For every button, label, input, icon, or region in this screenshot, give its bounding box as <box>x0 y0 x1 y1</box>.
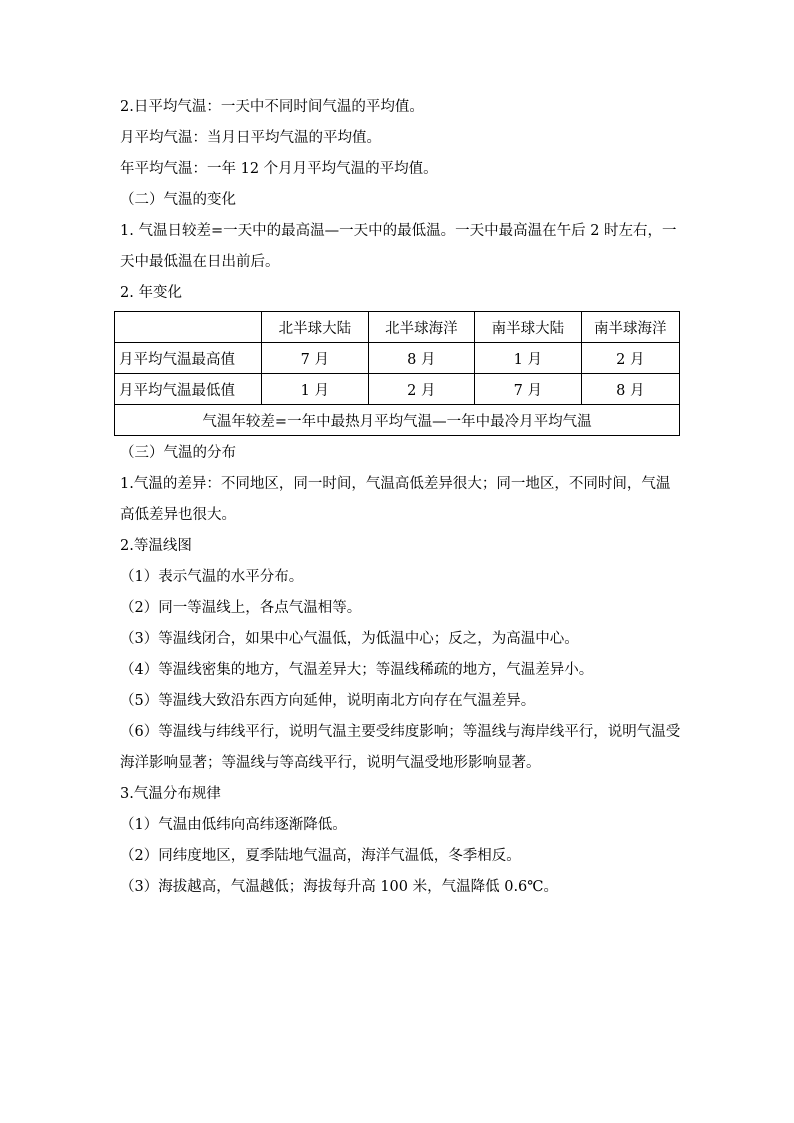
table-cell: 8 月 <box>368 343 475 374</box>
text-line-isotherm-6: （6）等温线与纬线平行，说明气温主要受纬度影响；等温线与海岸线平行，说明气温受海洋影响显著；等温线与等高线平行，说明气温受地形影响显著。 <box>120 724 681 771</box>
text-line-annual-change: 2. 年变化 <box>120 285 182 301</box>
section-heading-distribution: （三）气温的分布 <box>120 445 236 461</box>
table-cell: 月平均气温最高值 <box>115 343 262 374</box>
text-line-isotherm-1: （1）表示气温的水平分布。 <box>120 569 304 585</box>
text-line-isotherm-5: （5）等温线大致沿东西方向延伸，说明南北方向存在气温差异。 <box>120 693 536 709</box>
text-line-rule-2: （2）同纬度地区，夏季陆地气温高，海洋气温低，冬季相反。 <box>120 848 521 864</box>
table-header-cell: 北半球大陆 <box>262 312 369 343</box>
table-cell: 8 月 <box>581 374 679 405</box>
table-cell: 7 月 <box>475 374 582 405</box>
text-line-rule-1: （1）气温由低纬向高纬逐渐降低。 <box>120 817 347 833</box>
table-header-cell: 南半球大陆 <box>475 312 582 343</box>
document-body <box>120 92 681 903</box>
annual-change-table <box>114 311 680 436</box>
text-line-isotherm-map: 2.等温线图 <box>120 538 192 554</box>
table-cell: 1 月 <box>262 374 369 405</box>
text-line-daily-range: 1. 气温日较差=一天中的最高温—一天中的最低温。一天中最高温在午后 2 时左右，一天中最低温在日出前后。 <box>120 223 677 270</box>
text-line-daily-avg: 2.日平均气温：一天中不同时间气温的平均值。 <box>120 99 424 115</box>
section-heading-change: （二）气温的变化 <box>120 192 236 208</box>
table-cell: 2 月 <box>581 343 679 374</box>
text-line-yearly-avg: 年平均气温：一年 12 个月月平均气温的平均值。 <box>120 161 438 177</box>
table-cell: 1 月 <box>475 343 582 374</box>
table-header-cell: 南半球海洋 <box>581 312 679 343</box>
table-cell: 2 月 <box>368 374 475 405</box>
table-footer-cell: 气温年较差=一年中最热月平均气温—一年中最冷月平均气温 <box>115 405 680 436</box>
text-line-monthly-avg: 月平均气温：当月日平均气温的平均值。 <box>120 130 381 146</box>
text-line-isotherm-3: （3）等温线闭合，如果中心气温低，为低温中心；反之，为高温中心。 <box>120 631 579 647</box>
text-line-distribution-rules: 3.气温分布规律 <box>120 786 221 802</box>
table-cell: 月平均气温最低值 <box>115 374 262 405</box>
text-line-isotherm-2: （2）同一等温线上，各点气温相等。 <box>120 600 362 616</box>
table-row <box>115 374 680 405</box>
text-line-isotherm-4: （4）等温线密集的地方，气温差异大；等温线稀疏的地方，气温差异小。 <box>120 662 594 678</box>
table-header-cell <box>115 312 262 343</box>
table-footer-row <box>115 405 680 436</box>
table-cell: 7 月 <box>262 343 369 374</box>
text-line-temp-difference: 1.气温的差异：不同地区，同一时间，气温高低差异很大；同一地区，不同时间，气温高低差异也很大。 <box>120 476 671 523</box>
table-header-cell: 北半球海洋 <box>368 312 475 343</box>
text-line-rule-3: （3）海拔越高，气温越低；海拔每升高 100 米，气温降低 0.6℃。 <box>120 879 559 895</box>
table-header-row <box>115 312 680 343</box>
table-row <box>115 343 680 374</box>
